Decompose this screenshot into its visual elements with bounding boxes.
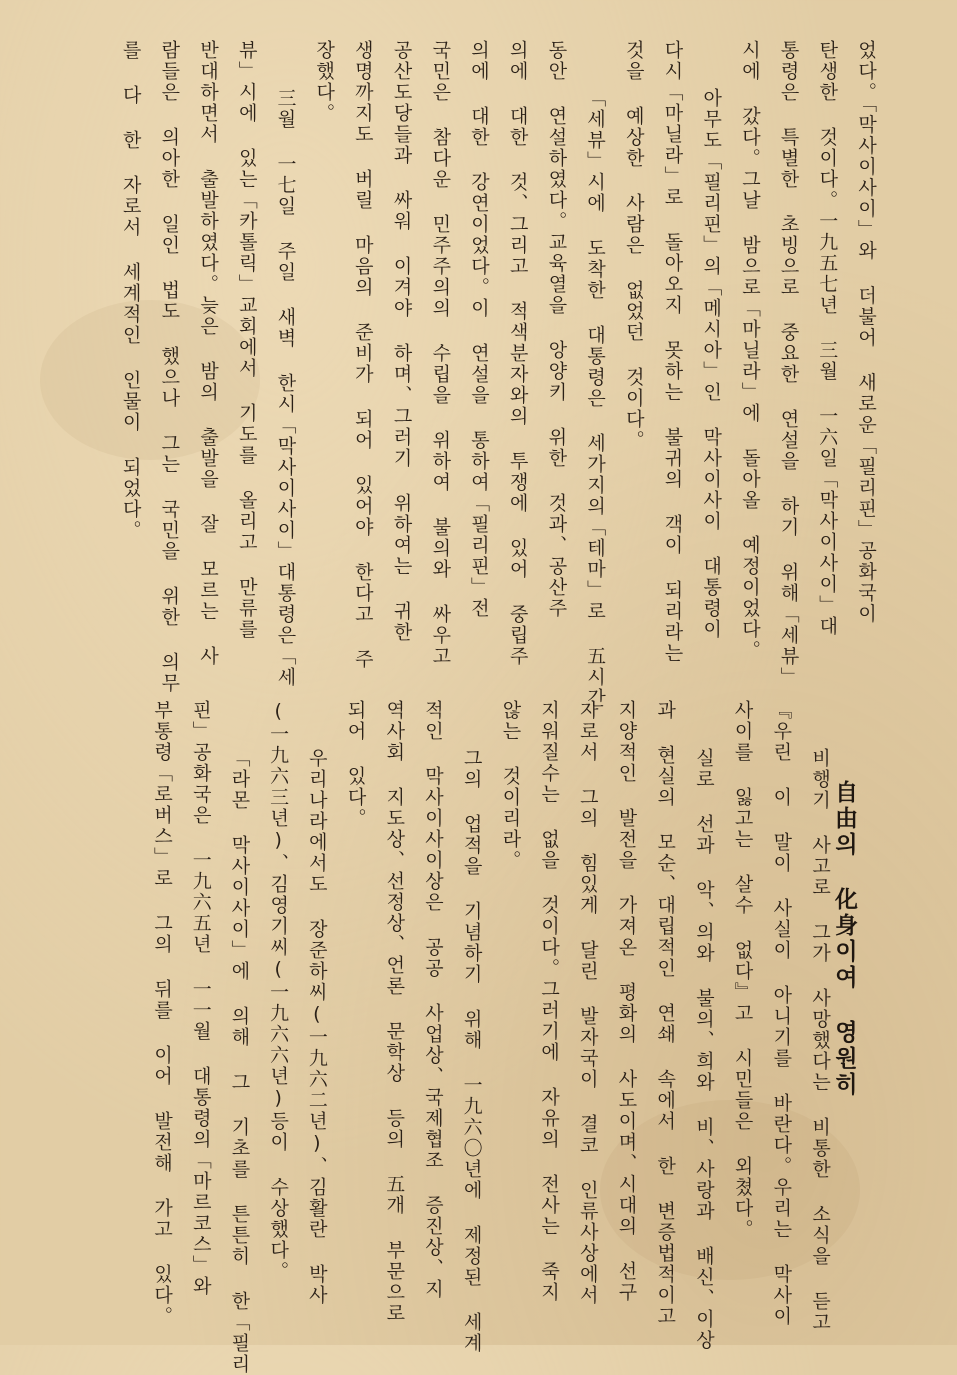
text-line: 과 현실의 모순、대립적인 연쇄 속에서 한 변증법적이고 [654, 700, 677, 1327]
text-line: 아무도「필리핀」의「메시아」인 막사이사이 대통령이 [700, 40, 723, 640]
text-line: 그의 업적을 기념하기 위해 一九六〇년에 제정된 세계 [460, 700, 483, 1354]
text-line: 것을 예상한 사람은 없었던 것이다。 [622, 40, 645, 451]
text-line: 비행기 사고로 그가 사망했다는 비통한 소식을 듣고 [809, 700, 831, 1333]
text-line: 자로서 그의 힘있게 달린 발자국이 결코 인류사상에서 [576, 700, 599, 1306]
text-line: 시에 갔다。그날 밤으로「마닐라」에 돌아올 예정이었다。 [738, 40, 761, 661]
text-line: 람들은 의아한 일인 법도 했으나 그는 국민을 위한 의무 [158, 40, 181, 694]
text-line: 었다。「막사이사이」와 더불어 새로운「필리핀」공화국이 [855, 40, 877, 625]
text-line: 우리나라에서도 장준하씨(一九六二년)、김활란 박사 [305, 700, 328, 1306]
text-line: 다시「마닐라」로 돌아오지 못하는 불귀의 객이 되리라는 [661, 40, 684, 664]
text-line: 적인 막사이사이상은 공공 사업상、국제협조 증진상、지 [421, 700, 444, 1300]
text-line: 국민은 참다운 민주주의의 수립을 위하여 불의와 싸우고 [429, 40, 452, 667]
text-line: 「세뷰」시에 도착한 대통령은 세가지의「테마」로 五시간 [584, 40, 607, 709]
text-line: 를 다 한 자로서 세계적인 인물이 되었다。 [119, 40, 142, 541]
text-line: 부통령「로버스」로 그의 뒤를 이어 발전해 가고 있다。 [151, 700, 174, 1327]
text-line: 반대하면서 출발하였다。늦은 밤의 출발을 잘 모르는 사 [197, 40, 220, 667]
section-heading: 自由의 化身이여 영원히 [831, 780, 857, 1098]
text-line: 장했다。 [313, 40, 336, 124]
text-line: 의에 대한 것、그리고 적색분자와의 투쟁에 있어 중립주 [506, 40, 529, 667]
text-line: (一九六三년)、김영기씨(一九六六년)등이 수상했다。 [267, 700, 290, 1282]
text-line: 공산도당들과 싸워 이겨야 하며、그러기 위하여는 귀한 [390, 40, 413, 643]
text-line: 『우린 이 말이 사실이 아니기를 바란다。우리는 막사이 [770, 700, 793, 1327]
text-line: 뷰」시에 있는「카톨릭」교회에서 기도를 올리고 만류를 [235, 40, 258, 640]
text-line: 동안 연설하였다。교육열을 앙양키 위한 것과、공산주 [545, 40, 568, 619]
text-line: 않는 것이리라。 [499, 700, 522, 871]
text-line: 핀」공화국은 一九六五년 一一월 대통령의「마르코스」와 [189, 700, 212, 1297]
text-line: 생명까지도 버릴 마음의 준비가 되어 있어야 한다고 주 [351, 40, 374, 670]
text-line: 「라몬 막사이사이」에 의해 그 기초를 튼튼히 한「필리 [228, 700, 251, 1375]
lower-text-block [142, 700, 839, 1375]
text-line: 통령은 특별한 초빙으로 중요한 연설을 하기 위해「세뷰」 [777, 40, 800, 688]
text-line: 실로 선과 악、의와 불의、희와 비、사랑과 배신、이상 [692, 700, 715, 1351]
text-line: 역사회 지도상、선정상、언론 문학상 등의 五개 부문으로 [383, 700, 406, 1324]
text-line: 의에 대한 강연이었다。이 연설을 통하여「필리핀」전 [467, 40, 490, 619]
text-line: 지양적인 발전을 가져온 평화의 사도이며、시대의 선구 [615, 700, 638, 1303]
text-line: 되어 있다。 [344, 700, 367, 829]
text-line: 탄생한 것이다。一九五七년 三월 一六일「막사이사이」대 [816, 40, 839, 637]
text-line: 사이를 잃고는 살수 없다』고 시민들은 외쳤다。 [731, 700, 754, 1240]
upper-text-block [111, 40, 885, 709]
text-line: 지워질수는 없을 것이다。그러기에 자유의 전사는 죽지 [538, 700, 561, 1303]
text-line: 三월 一七일 주일 새벽 한시「막사이사이」대통령은「세 [274, 40, 297, 688]
